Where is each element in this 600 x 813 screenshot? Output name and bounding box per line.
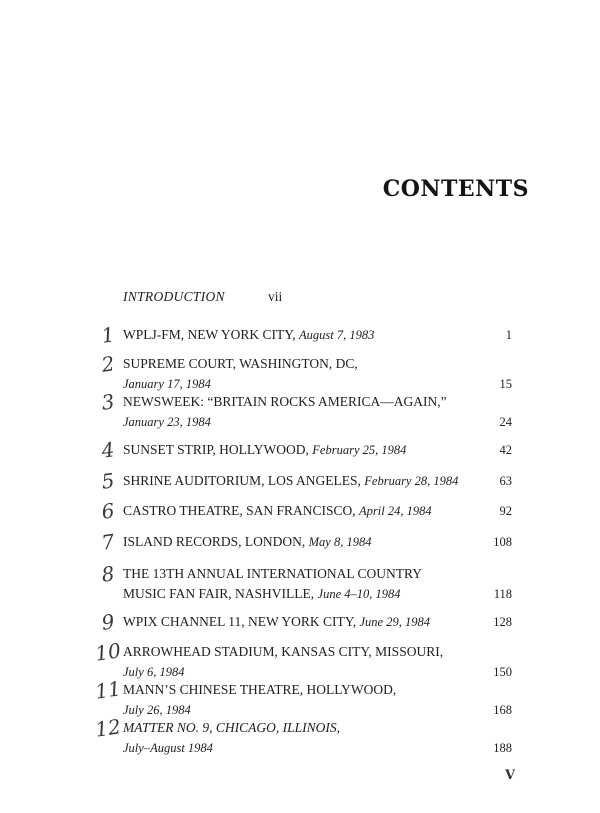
- entry-date: July–August 1984: [123, 741, 213, 755]
- handwritten-number: 5: [100, 468, 116, 494]
- entry-title: ISLAND RECORDS, LONDON, May 8, 1984: [123, 534, 372, 549]
- entry-page: 118: [493, 587, 512, 601]
- handwritten-number: 4: [100, 437, 116, 463]
- entry-date: January 17, 1984: [123, 377, 211, 391]
- entry-date: August 7, 1983: [299, 328, 375, 342]
- handwritten-number: 8: [100, 561, 116, 587]
- introduction-page: vii: [268, 289, 283, 304]
- entry-date: April 24, 1984: [359, 504, 432, 518]
- entry-title: WPIX CHANNEL 11, NEW YORK CITY, June 29, 1984: [123, 614, 430, 629]
- handwritten-number: 1: [100, 322, 116, 348]
- entry-page: 150: [493, 665, 512, 679]
- entry-title: SUNSET STRIP, HOLLYWOOD, February 25, 1984: [123, 442, 407, 457]
- handwritten-number: 6: [100, 498, 116, 524]
- handwritten-number: 12: [93, 714, 123, 742]
- entry-page: 108: [493, 535, 512, 549]
- handwritten-number: 7: [100, 529, 116, 555]
- entry-page: 128: [493, 615, 512, 629]
- toc-introduction[interactable]: [123, 289, 283, 305]
- handwritten-number: 2: [100, 351, 116, 377]
- introduction-label: INTRODUCTION: [123, 289, 225, 304]
- entry-title: SHRINE AUDITORIUM, LOS ANGELES, February 28, 1984: [123, 473, 459, 488]
- entry-page: 1: [505, 328, 512, 342]
- handwritten-number: 3: [100, 389, 116, 415]
- entry-title: SUPREME COURT, WASHINGTON, DC,: [123, 356, 358, 371]
- entry-page: 188: [493, 741, 512, 755]
- entry-title: CASTRO THEATRE, SAN FRANCISCO, April 24, 1984: [123, 503, 432, 518]
- entry-page: 168: [493, 703, 512, 717]
- entry-title: MATTER NO. 9, CHICAGO, ILLINOIS,: [123, 720, 341, 735]
- entry-title-cont: MUSIC FAN FAIR, NASHVILLE, June 4–10, 1984: [123, 586, 401, 601]
- entry-title: WPLJ-FM, NEW YORK CITY, August 7, 1983: [123, 327, 375, 342]
- entry-date: July 26, 1984: [123, 703, 191, 717]
- entry-page: 15: [499, 377, 512, 391]
- entry-title: NEWSWEEK: “BRITAIN ROCKS AMERICA—AGAIN,”: [123, 394, 447, 409]
- handwritten-number: 11: [93, 676, 123, 704]
- page-title: CONTENTS: [382, 176, 529, 202]
- entry-page: 92: [499, 504, 512, 518]
- entry-page: 42: [499, 443, 512, 457]
- entry-date: May 8, 1984: [308, 535, 372, 549]
- entry-date: July 6, 1984: [123, 665, 185, 679]
- entry-date: June 4–10, 1984: [317, 587, 401, 601]
- entry-page: 63: [499, 474, 512, 488]
- entry-page: 24: [499, 415, 512, 429]
- entry-title: THE 13TH ANNUAL INTERNATIONAL COUNTRY: [123, 566, 422, 581]
- entry-title: ARROWHEAD STADIUM, KANSAS CITY, MISSOURI,: [123, 644, 444, 659]
- handwritten-number: 10: [93, 638, 123, 666]
- page-folio: V: [505, 768, 516, 783]
- entry-title: MANN’S CHINESE THEATRE, HOLLYWOOD,: [123, 682, 397, 697]
- handwritten-number: 9: [100, 609, 116, 635]
- entry-date: February 28, 1984: [364, 474, 459, 488]
- entry-date: February 25, 1984: [312, 443, 407, 457]
- entry-date: June 29, 1984: [359, 615, 430, 629]
- entry-date: January 23, 1984: [123, 415, 211, 429]
